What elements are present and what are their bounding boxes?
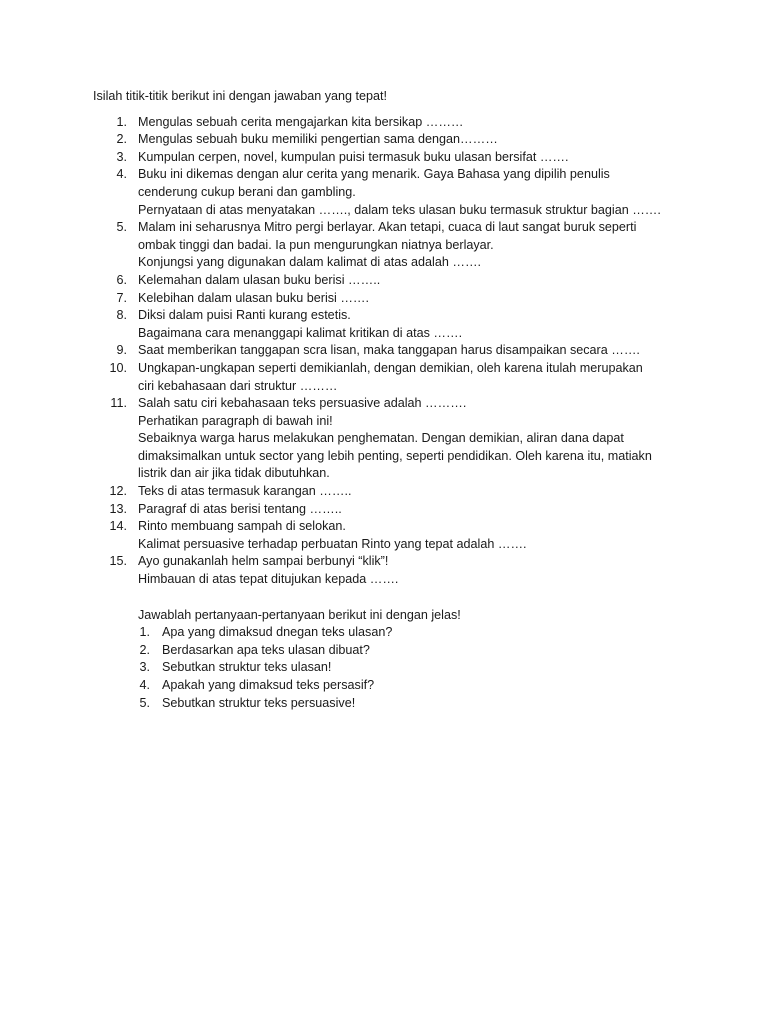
essay-question-text: Sebutkan struktur teks persuasive! — [162, 695, 356, 710]
essay-question-item — [138, 659, 683, 677]
question-number: 13. — [109, 501, 127, 516]
question-number: 6. — [116, 272, 127, 287]
essay-question-number: 3. — [139, 660, 150, 675]
question-item — [93, 149, 683, 167]
essay-question-list — [138, 624, 683, 712]
question-item — [93, 553, 683, 588]
essay-question-item — [138, 695, 683, 713]
question-list — [93, 114, 683, 589]
question-text-line: listrik dan air jika tidak dibutuhkan. — [138, 466, 330, 481]
question-text-line: Salah satu ciri kebahasaan teks persuasive adalah ………. — [138, 396, 467, 411]
essay-question-text: Berdasarkan apa teks ulasan dibuat? — [162, 642, 370, 657]
essay-question-item — [138, 642, 683, 660]
question-text-line: Diksi dalam puisi Ranti kurang estetis. — [138, 308, 351, 323]
essay-section — [93, 607, 683, 713]
question-text-line: Buku ini dikemas dengan alur cerita yang menarik. Gaya Bahasa yang dipilih penulis — [138, 167, 610, 182]
question-text-line: dimaksimalkan untuk sector yang lebih penting, seperti pendidikan. Oleh karena itu, matiakn — [138, 448, 652, 463]
essay-question-text: Apakah yang dimaksud teks persasif? — [162, 678, 375, 692]
question-text-line: Mengulas sebuah buku memiliki pengertian sama dengan……… — [138, 132, 498, 147]
question-text-line: Himbauan di atas tepat ditujukan kepada ……. — [138, 572, 399, 587]
essay-instruction-text: Jawablah pertanyaan-pertanyaan berikut ini dengan jelas! — [138, 607, 461, 622]
question-text-line: Kelebihan dalam ulasan buku berisi ……. — [138, 290, 370, 305]
question-number: 9. — [116, 343, 127, 358]
question-text-line: Kelemahan dalam ulasan buku berisi …….. — [138, 272, 381, 287]
question-number: 8. — [116, 308, 127, 323]
question-text-line: Ayo gunakanlah helm sampai berbunyi “klik”! — [138, 554, 389, 569]
essay-question-text: Apa yang dimaksud dnegan teks ulasan? — [162, 625, 393, 640]
question-number: 1. — [116, 114, 127, 129]
question-number: 2. — [116, 132, 127, 147]
document-content — [93, 88, 683, 712]
question-text-line: ciri kebahasaan dari struktur ……… — [138, 378, 338, 393]
question-item — [93, 219, 683, 272]
question-text-line: Perhatikan paragraph di bawah ini! — [138, 413, 333, 428]
question-text-line: Ungkapan-ungkapan seperti demikianlah, dengan demikian, oleh karena itulah merupakan — [138, 360, 643, 375]
question-text-line: Konjungsi yang digunakan dalam kalimat di atas adalah ……. — [138, 255, 482, 270]
question-number: 15. — [109, 554, 127, 569]
question-item — [93, 307, 683, 342]
question-item — [93, 342, 683, 360]
essay-question-item — [138, 677, 683, 695]
question-item — [93, 114, 683, 132]
essay-question-number: 5. — [139, 695, 150, 710]
essay-question-number: 2. — [139, 642, 150, 657]
instruction-text: Isilah titik-titik berikut ini dengan jawaban yang tepat! — [93, 89, 388, 103]
question-text-line: Sebaiknya warga harus melakukan penghematan. Dengan demikian, aliran dana dapat — [138, 431, 624, 446]
question-text-line: Pernyataan di atas menyatakan ……., dalam teks ulasan buku termasuk struktur bagian ……. — [138, 202, 661, 217]
question-item — [93, 501, 683, 519]
question-number: 4. — [116, 167, 127, 182]
question-text-line: cenderung cukup berani dan gambling. — [138, 184, 356, 199]
question-number: 14. — [109, 519, 127, 534]
question-item — [93, 518, 683, 553]
question-item — [93, 483, 683, 501]
essay-question-text: Sebutkan struktur teks ulasan! — [162, 660, 332, 675]
question-text-line: Mengulas sebuah cerita mengajarkan kita bersikap ……… — [138, 114, 464, 129]
essay-question-number: 1. — [139, 625, 150, 640]
question-number: 12. — [109, 484, 127, 499]
question-text-line: Paragraf di atas berisi tentang …….. — [138, 501, 342, 516]
question-text-line: Kumpulan cerpen, novel, kumpulan puisi termasuk buku ulasan bersifat ……. — [138, 149, 569, 164]
question-number: 10. — [109, 360, 127, 375]
question-text-line: Kalimat persuasive terhadap perbuatan Rinto yang tepat adalah ……. — [138, 536, 527, 551]
question-number: 11. — [110, 396, 127, 411]
question-item — [93, 131, 683, 149]
question-text-line: Bagaimana cara menanggapi kalimat kritikan di atas ……. — [138, 325, 463, 340]
question-number: 7. — [116, 290, 127, 305]
question-item — [93, 395, 683, 483]
question-text-line: Malam ini seharusnya Mitro pergi berlayar. Akan tetapi, cuaca di laut sangat buruk seperti — [138, 220, 637, 235]
question-item — [93, 166, 683, 219]
question-item — [93, 360, 683, 395]
question-text-line: Saat memberikan tanggapan scra lisan, maka tanggapan harus disampaikan secara ……. — [138, 343, 640, 358]
question-item — [93, 272, 683, 290]
question-number: 3. — [116, 149, 127, 164]
question-text-line: Teks di atas termasuk karangan …….. — [138, 484, 352, 499]
question-text-line: Rinto membuang sampah di selokan. — [138, 519, 346, 534]
essay-question-number: 4. — [139, 678, 150, 692]
question-number: 5. — [116, 220, 127, 235]
essay-question-item — [138, 624, 683, 642]
question-item — [93, 290, 683, 308]
question-text-line: ombak tinggi dan badai. Ia pun mengurungkan niatnya berlayar. — [138, 237, 494, 252]
